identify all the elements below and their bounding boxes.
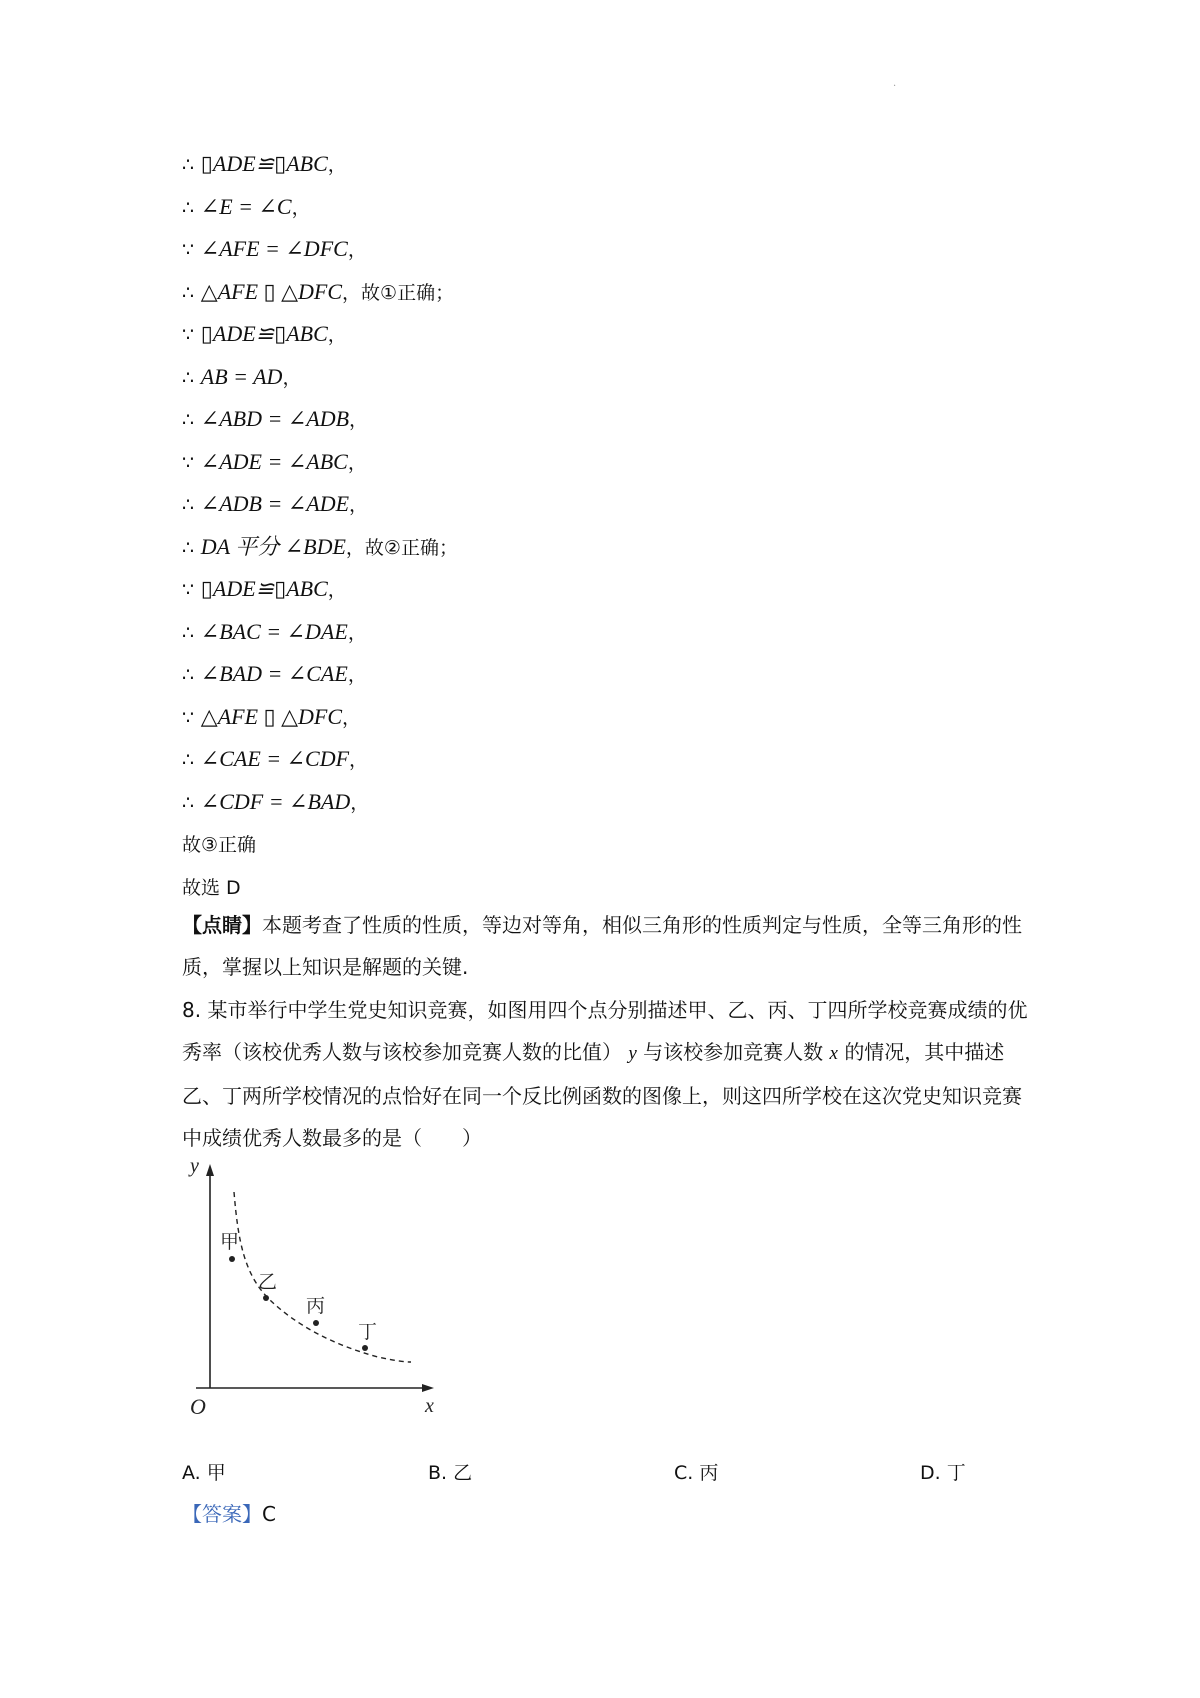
point-label-yi: 乙 (258, 1271, 278, 1293)
question-text-1: 某市举行中学生党史知识竞赛，如图用四个点分别描述甲、乙、丙、丁四所学校竞赛成绩的优秀率（该校优秀人数与该校参加竞赛人数的比值） (182, 998, 1028, 1064)
x-axis-arrow-icon (422, 1384, 434, 1392)
proof-line: ∴ ∠CAE = ∠CDF， (182, 746, 369, 771)
proof-conclusion: 故③正确 (182, 834, 257, 856)
proof-line: ∵ ∠ADE = ∠ABC， (182, 448, 367, 474)
proof-steps (182, 143, 458, 908)
comment-text: 本题考查了性质的性质，等边对等角，相似三角形的性质判定与性质，全等三角形的性质，掌握以上知识是解题的关键. (182, 913, 1022, 979)
option-c[interactable]: C. 丙 (674, 1462, 719, 1484)
answer-options (182, 1458, 1082, 1494)
question-paragraph (182, 989, 1032, 1159)
proof-line: ∴ ∠ADB = ∠ADE， (182, 491, 369, 516)
question-text-2: 与该校参加竞赛人数 (643, 1040, 824, 1064)
question-var-x: x (829, 1043, 838, 1064)
proof-line: ∴ ∠CDF = ∠BAD， (182, 788, 370, 814)
proof-line: ∴ ∠BAC = ∠DAE， (182, 618, 367, 644)
proof-line: ∴ ▯ADE≌▯ABC， (182, 151, 347, 176)
option-a[interactable]: A. 甲 (182, 1462, 226, 1484)
point-bing (313, 1320, 319, 1326)
proof-line: ∵ ∠AFE = ∠DFC， (182, 236, 367, 261)
x-axis-label: x (425, 1395, 434, 1417)
proof-line: ∵ ▯ADE≌▯ABC， (182, 576, 347, 601)
origin-label: O (190, 1394, 206, 1419)
proof-line: ∴ AB = AD， (182, 363, 302, 389)
answer-value: C (262, 1502, 276, 1526)
point-label-jia: 甲 (220, 1231, 240, 1253)
comment-tag: 【点睛】 (182, 913, 262, 937)
proof-line: ∴ △AFE ▯ △DFC，故①正确； (182, 278, 455, 304)
point-yi (263, 1295, 269, 1301)
question-var-y: y (628, 1043, 637, 1064)
option-b[interactable]: B. 乙 (428, 1462, 473, 1484)
proof-line: ∴ DA 平分 ∠BDE，故②正确； (182, 533, 458, 559)
point-jia (229, 1256, 235, 1262)
proof-line: ∴ ∠E = ∠C， (182, 193, 311, 219)
proof-line: ∴ ∠ABD = ∠ADB， (182, 406, 369, 431)
y-axis-arrow-icon (206, 1164, 214, 1176)
question-number: 8. (182, 998, 202, 1022)
proof-line: ∵ △AFE ▯ △DFC， (182, 703, 362, 729)
proof-line: ∴ ∠BAD = ∠CAE， (182, 661, 367, 686)
comment-paragraph (182, 904, 1032, 988)
y-axis-label: y (190, 1155, 199, 1177)
point-ding (362, 1345, 368, 1351)
inverse-proportion-graph (178, 1150, 448, 1420)
proof-choice: 故选 D (182, 876, 241, 899)
point-label-ding: 丁 (358, 1321, 378, 1343)
answer-line (182, 1494, 276, 1534)
proof-line: ∵ ▯ADE≌▯ABC， (182, 321, 347, 346)
corner-mark: . (893, 78, 897, 89)
answer-tag: 【答案】 (182, 1502, 262, 1526)
question-text-3: 的情况，其中描述乙、丁两所学校情况的点恰好在同一个反比例函数的图像上，则这四所学校在这次党史知识竞赛中成绩优秀人数最多的是（ ） (182, 1040, 1022, 1150)
option-d[interactable]: D. 丁 (920, 1462, 966, 1484)
point-label-bing: 丙 (306, 1295, 326, 1317)
